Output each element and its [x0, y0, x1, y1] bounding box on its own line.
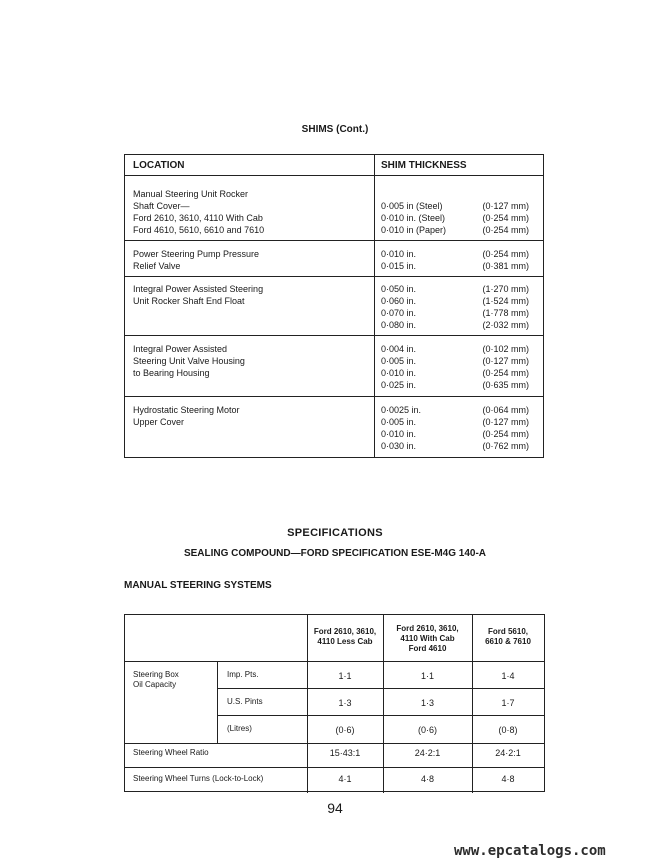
thickness-inches: 0·015 in. — [381, 261, 417, 271]
capacity-value: (0·6) — [417, 725, 437, 735]
ratio-value: 24·2:1 — [495, 748, 521, 758]
thickness-inches: 0·010 in. — [381, 249, 417, 259]
manual-steering-table — [124, 614, 545, 792]
capacity-value: 1·1 — [338, 671, 352, 681]
header-divider — [125, 661, 544, 662]
unit-label: U.S. Pints — [227, 697, 263, 706]
thickness-mm: (0·762 mm) — [482, 441, 529, 451]
thickness-mm: (0·102 mm) — [482, 344, 529, 354]
thickness-mm: (0·381 mm) — [482, 261, 529, 271]
location-text: Manual Steering Unit Rocker — [133, 189, 249, 199]
turns-label: Steering Wheel Turns (Lock-to-Lock) — [133, 774, 264, 783]
thickness-mm: (0·254 mm) — [482, 249, 529, 259]
column-header: 4110 Less Cab — [317, 637, 373, 646]
thickness-mm: (1·524 mm) — [482, 296, 529, 306]
turns-value: 4·8 — [501, 774, 515, 784]
thickness-inches: 0·080 in. — [381, 320, 417, 330]
column-header: 4110 With Cab — [400, 634, 455, 643]
row-divider — [125, 396, 543, 397]
turns-value: 4·8 — [420, 774, 434, 784]
column-header: 6610 & 7610 — [485, 637, 531, 646]
location-header: LOCATION — [133, 160, 185, 171]
location-text: Integral Power Assisted Steering — [133, 284, 264, 294]
thickness-inches: 0·0025 in. — [381, 405, 422, 415]
header-divider — [125, 175, 543, 176]
capacity-value: 1·3 — [420, 698, 434, 708]
shims-title: SHIMS (Cont.) — [301, 124, 369, 135]
location-text: Steering Unit Valve Housing — [133, 356, 245, 366]
oil-capacity-label: Steering Box — [133, 670, 179, 679]
row-divider — [125, 335, 543, 336]
capacity-value: 1·1 — [420, 671, 434, 681]
oil-capacity-label: Oil Capacity — [133, 680, 177, 689]
capacity-value: (0·8) — [498, 725, 518, 735]
capacity-value: 1·4 — [501, 671, 515, 681]
unit-divider — [217, 661, 218, 743]
location-text: Unit Rocker Shaft End Float — [133, 296, 245, 306]
thickness-inches: 0·005 in (Steel) — [381, 201, 443, 211]
thickness-mm: (0·254 mm) — [482, 429, 529, 439]
thickness-mm: (2·032 mm) — [482, 320, 529, 330]
thickness-mm: (0·127 mm) — [482, 356, 529, 366]
thickness-header: SHIM THICKNESS — [381, 160, 467, 171]
row-divider — [217, 715, 544, 716]
turns-value: 4·1 — [338, 774, 352, 784]
location-text: Upper Cover — [133, 417, 185, 427]
thickness-inches: 0·030 in. — [381, 441, 417, 451]
thickness-mm: (1·270 mm) — [482, 284, 529, 294]
location-text: Relief Valve — [133, 261, 181, 271]
unit-label: (Litres) — [227, 724, 252, 733]
location-text: to Bearing Housing — [133, 368, 210, 378]
location-text: Ford 4610, 5610, 6610 and 7610 — [133, 225, 265, 235]
row-divider — [125, 743, 544, 744]
page-number: 94 — [327, 800, 343, 816]
capacity-value: 1·7 — [501, 698, 515, 708]
capacity-value: 1·3 — [338, 698, 352, 708]
thickness-inches: 0·005 in. — [381, 417, 417, 427]
location-text: Shaft Cover— — [133, 201, 190, 211]
thickness-inches: 0·005 in. — [381, 356, 417, 366]
row-divider — [125, 276, 543, 277]
manual-steering-title: MANUAL STEERING SYSTEMS — [124, 580, 272, 591]
ratio-value: 15·43:1 — [329, 748, 361, 758]
column-header: Ford 2610, 3610, — [313, 627, 377, 636]
column-header: Ford 4610 — [408, 644, 447, 653]
sealing-compound-subtitle: SEALING COMPOUND—FORD SPECIFICATION ESE-M4G 140-A — [183, 548, 487, 559]
watermark: www.epcatalogs.com — [454, 843, 606, 859]
location-text: Integral Power Assisted — [133, 344, 228, 354]
location-text: Ford 2610, 3610, 4110 With Cab — [133, 213, 263, 223]
thickness-inches: 0·010 in. — [381, 429, 417, 439]
capacity-value: (0·6) — [335, 725, 355, 735]
thickness-inches: 0·004 in. — [381, 344, 417, 354]
unit-label: Imp. Pts. — [227, 670, 259, 679]
thickness-inches: 0·010 in (Paper) — [381, 225, 447, 235]
thickness-mm: (0·127 mm) — [482, 417, 529, 427]
thickness-inches: 0·010 in. — [381, 368, 417, 378]
column-header: Ford 2610, 3610, — [396, 624, 459, 633]
location-text: Hydrostatic Steering Motor — [133, 405, 240, 415]
row-divider — [125, 240, 543, 241]
thickness-inches: 0·010 in. (Steel) — [381, 213, 446, 223]
shims-table — [124, 154, 544, 458]
thickness-mm: (0·254 mm) — [482, 368, 529, 378]
row-divider — [217, 688, 544, 689]
location-text: Power Steering Pump Pressure — [133, 249, 260, 259]
thickness-mm: (0·127 mm) — [482, 201, 529, 211]
thickness-inches: 0·070 in. — [381, 308, 417, 318]
column-divider — [374, 155, 375, 457]
specifications-title: SPECIFICATIONS — [287, 527, 383, 539]
thickness-mm: (1·778 mm) — [482, 308, 529, 318]
thickness-mm: (0·635 mm) — [482, 380, 529, 390]
ratio-label: Steering Wheel Ratio — [133, 748, 209, 757]
thickness-inches: 0·050 in. — [381, 284, 417, 294]
thickness-mm: (0·064 mm) — [482, 405, 529, 415]
thickness-inches: 0·060 in. — [381, 296, 417, 306]
row-divider — [125, 767, 544, 768]
thickness-mm: (0·254 mm) — [482, 225, 529, 235]
ratio-value: 24·2:1 — [414, 748, 441, 758]
thickness-mm: (0·254 mm) — [482, 213, 529, 223]
column-header: Ford 5610, — [487, 627, 528, 636]
thickness-inches: 0·025 in. — [381, 380, 417, 390]
